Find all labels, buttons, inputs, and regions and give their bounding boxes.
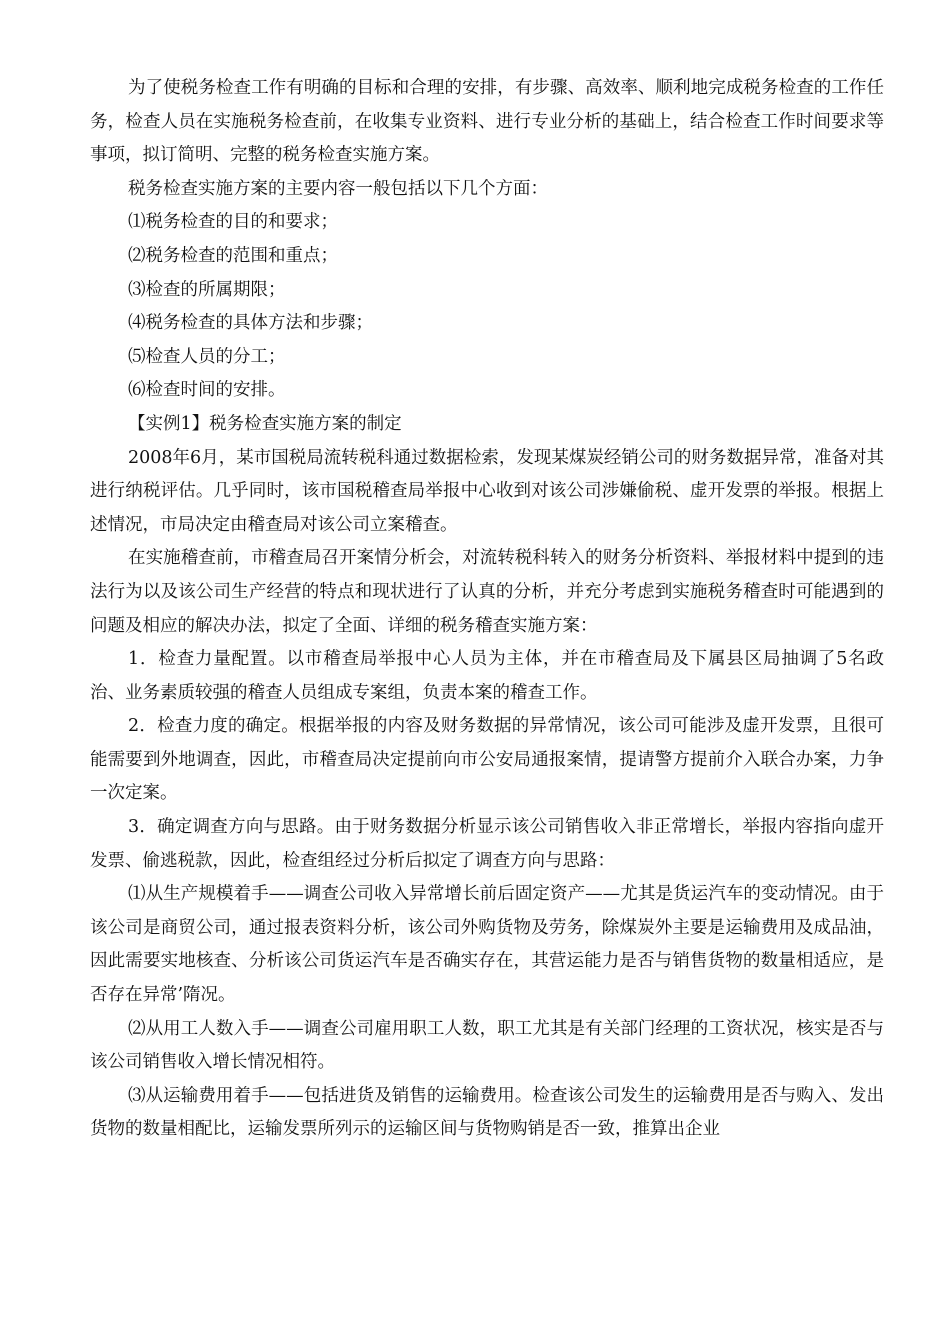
step-3-paragraph: 3．确定调查方向与思路。由于财务数据分析显示该公司销售收入非正常增长，举报内容指向虚开发票、偷逃税款，因此，检查组经过分析后拟定了调查方向与思路： — [90, 817, 884, 871]
contents-lead-paragraph: 税务检查实施方案的主要内容一般包括以下几个方面： — [128, 178, 548, 199]
list-item: ⑸检查人员的分工； — [128, 346, 286, 367]
intro-paragraph: 为了使税务检查工作有明确的目标和合理的安排，有步骤、高效率、顺利地完成税务检查的工作任务，检查人员在实施税务检查前，在收集专业资料、进行专业分析的基础上，结合检查工作时间要求等事项，拟订简明、完整的税务检查实施方案。 — [90, 78, 884, 166]
sub-point-1-paragraph: ⑴从生产规模着手——调查公司收入异常增长前后固定资产——尤其是货运汽车的变动情况。由于该公司是商贸公司，通过报表资料分析，该公司外购货物及劳务，除煤炭外主要是运输费用及成品油，因此需要实地核查、分析该公司货运汽车是否确实存在，其营运能力是否与销售货物的数量相适应，是否存在异常’隋况。 — [90, 884, 884, 1006]
list-item: ⑹检查时间的安排。 — [128, 380, 286, 401]
case-paragraph-1: 2008年6月，某市国税局流转税科通过数据检索，发现某煤炭经销公司的财务数据异常，准备对其进行纳税评估。几乎同时，该市国税稽查局举报中心收到对该公司涉嫌偷税、虚开发票的举报。根据上述情况，市局决定由稽查局对该公司立案稽查。 — [90, 447, 884, 535]
list-item: ⑵税务检查的范围和重点； — [128, 245, 338, 266]
step-2-paragraph: 2．检查力度的确定。根据举报的内容及财务数据的异常情况，该公司可能涉及虚开发票，且很可能需要到外地调查，因此，市稽查局决定提前向市公安局通报案情，提请警方提前介入联合办案，力争一次定案。 — [90, 716, 884, 804]
list-item: ⑶检查的所属期限； — [128, 279, 286, 300]
sub-point-2-paragraph: ⑵从用工人数入手——调查公司雇用职工人数，职工尤其是有关部门经理的工资状况，核实是否与该公司销售收入增长情况相符。 — [90, 1018, 884, 1073]
list-item: ⑷税务检查的具体方法和步骤； — [128, 313, 373, 334]
case-paragraph-2: 在实施稽查前，市稽查局召开案情分析会，对流转税科转入的财务分析资料、举报材料中提到的违法行为以及该公司生产经营的特点和现状进行了认真的分析，并充分考虑到实施税务稽查时可能遇到的问题及相应的解决办法，拟定了全面、详细的税务稽查实施方案： — [90, 548, 884, 636]
case-title: 【实例1】税务检查实施方案的制定 — [128, 413, 402, 434]
sub-point-3-paragraph: ⑶从运输费用着手——包括进货及销售的运输费用。检查该公司发生的运输费用是否与购入、发出货物的数量相配比，运输发票所列示的运输区间与货物购销是否一致，推算出企业 — [90, 1085, 884, 1140]
list-item: ⑴税务检查的目的和要求； — [128, 212, 338, 233]
step-1-paragraph: 1．检查力量配置。以市稽查局举报中心人员为主体，并在市稽查局及下属县区局抽调了5名政治、业务素质较强的稽查人员组成专案组，负责本案的稽查工作。 — [90, 649, 884, 703]
